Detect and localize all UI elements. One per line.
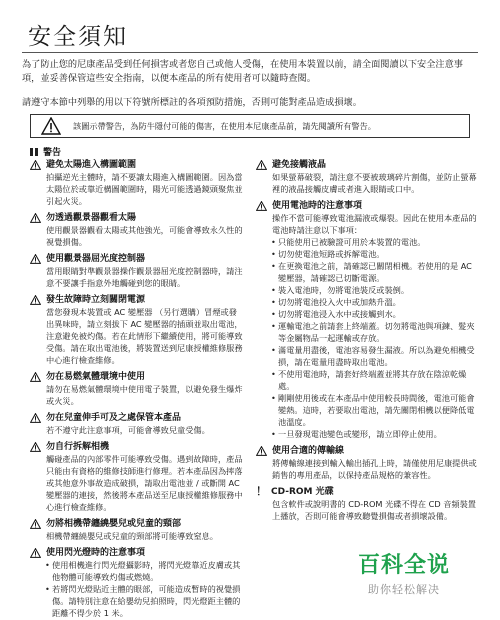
- warning-icon: [256, 201, 267, 211]
- warning-icon: [30, 442, 41, 452]
- warning-icon: [41, 117, 61, 135]
- warning-item-text: 拍攝逆光主體時，請不要讓太陽進入構圖範圍。因為當太陽位於或靠近構圖範圍時，陽光可能透過鏡頭聚焦並引起火災。: [46, 172, 243, 206]
- warning-item-title: 避免太陽進入構圖範圍: [46, 160, 137, 170]
- warning-icon: [30, 213, 41, 223]
- left-column: [30, 159, 244, 620]
- bullet-item: • 一旦發現電池變色或變形，請立即停止使用。: [256, 428, 478, 440]
- warning-item-title: 使用觀景器屈光度控制器: [46, 254, 146, 264]
- watermark: [344, 548, 464, 597]
- warning-item-text: 當用眼睛對準觀景器操作觀景器屈光度控制器時，請注意不要讓手指意外地觸碰到您的眼睛。: [46, 266, 243, 288]
- warning-item: [256, 159, 478, 195]
- warning-item: [30, 294, 244, 366]
- warning-item: [30, 212, 244, 248]
- warning-item-text: 操作不當可能導致電池漏液或爆裂。因此在使用本產品的電池時請注意以下事項：: [272, 213, 477, 235]
- warning-item-heading: [30, 441, 244, 453]
- warning-item-text: 如果螢幕破裂，請注意不要被玻璃碎片割傷，並防止螢幕裡的液晶接觸皮膚或者進入眼睛或口中。: [272, 172, 477, 194]
- warning-item: [30, 371, 244, 407]
- warning-item: [30, 518, 244, 542]
- warning-item: [30, 253, 244, 289]
- warning-item-heading: [30, 371, 244, 383]
- warning-item: [256, 200, 478, 440]
- warning-item-title: 使用合適的傳輸線: [272, 446, 345, 456]
- caution-mark-icon: ！: [256, 485, 267, 498]
- intro-paragraph: 為了防止您的尼康產品受到任何損害或者您自己或他人受傷，在使用本裝置以前，請全面閱讀以下安全注意事項，並妥善保管這些安全指南，以便本產品的所有使用者可以隨時查閱。: [22, 59, 463, 84]
- notice-text: 該圖示帶警告，為防牛隱付可能的傷害，在使用本尼康產品前，請先閱讀所有警告。: [73, 120, 376, 131]
- warning-item-heading: [30, 518, 244, 530]
- bullet-item: • 切勿將電池浸入水中或接觸到水。: [256, 308, 478, 320]
- bullet-item: • 切勿將電池投入火中或加熱升溫。: [256, 296, 478, 308]
- notice-box: [30, 114, 470, 138]
- bullet-item: • 滿電量用盡後，電池容易發生漏液。所以為避免相機受損，請在電量用盡時取出電池。: [256, 344, 478, 368]
- warning-icon: [30, 372, 41, 382]
- warning-item-text: 相機帶纏繞嬰兒或兒童的頸部將可能導致窒息。: [46, 531, 218, 541]
- warning-item-heading: [30, 294, 244, 306]
- warning-item-text: 若不遵守此注意事項，可能會導致兒童受傷。: [46, 425, 210, 435]
- warning-item: [30, 159, 244, 207]
- warning-item: [30, 547, 244, 619]
- header-mark-icon: [30, 148, 33, 156]
- bullet-item: • 切勿使電池短路或拆解電池。: [256, 248, 478, 260]
- bullet-item: • 使用相機進行閃光燈攝影時，將閃光燈靠近皮膚或其他物體可能導致灼傷或燃燒。: [30, 559, 244, 583]
- warning-item-title: 勿在易燃氣體環境中使用: [46, 372, 146, 382]
- warning-item-title: 勿將相機帶纏繞嬰兒或兒童的頸部: [46, 519, 182, 529]
- warning-item-heading: [256, 200, 478, 212]
- warning-item-heading: [30, 547, 244, 559]
- bullet-item: • 剛剛使用後或在本產品中使用較長時間後，電池可能會變熱。這時，若要取出電池，請先關閉相機以便降低電池溫度。: [256, 392, 478, 428]
- warning-icon: [256, 446, 267, 456]
- warning-item-heading: [30, 412, 244, 424]
- warning-item-title: 勿透過觀景器觀看太陽: [46, 213, 137, 223]
- warning-item: [256, 486, 478, 522]
- warning-item-text: 觸碰產品的內部零件可能導致受傷。遇到故障時，產品只能由有資格的維修技師進行修理。若本產品因為摔落或其他意外事故造成破損，請取出電池並 / 或斷開 AC 變壓器的連接，然後將本產品送至尼康授權維修服務中心進行檢查維修。: [46, 454, 243, 512]
- warning-item-text: 包含軟件或說明書的 CD-ROM 光碟不得在 CD 音頻裝置上播放，否則可能會導致聽覺損傷或者損壞設備。: [272, 499, 476, 521]
- warning-icon: [30, 254, 41, 264]
- title-divider: [22, 52, 478, 53]
- warning-icon: [30, 413, 41, 423]
- right-column: [256, 159, 478, 527]
- instruction-paragraph: 請遵守本節中列舉的用以下符號所標註的各項預防措施，否則可能對產品造成損壞。: [22, 97, 362, 108]
- warning-item-text: 使用觀景器觀看太陽或其他強光，可能會導致永久性的視覺損傷。: [46, 225, 243, 247]
- warning-item: [30, 412, 244, 436]
- warning-icon: [30, 160, 41, 170]
- warning-item-heading: [256, 486, 478, 498]
- warning-item-title: 勿在兒童伸手可及之處保管本產品: [46, 413, 182, 423]
- bullet-item: • 不使用電池時，請套好終端蓋並將其存放在陰涼乾燥處。: [256, 368, 478, 392]
- warning-item-title: CD-ROM 光碟: [271, 487, 334, 497]
- warning-item-title: 使用電池時的注意事項: [272, 201, 363, 211]
- warning-item-title: 發生故障時立刻關閉電源: [46, 295, 146, 305]
- warning-icon: [30, 519, 41, 529]
- bullet-item: • 若將閃光燈貼近主體的眼部，可能造成暫時的視覺損傷。請特別注意在給嬰幼兒拍照時，閃光燈距主體的距離不得少於 1 米。: [30, 583, 244, 619]
- warning-item: [256, 445, 478, 481]
- warning-item-heading: [256, 445, 478, 457]
- warning-item-text: 當您發現本裝置或 AC 變壓器 （另行選購）冒煙或發出異味時，請立刻拔下 AC 變壓器的插頭並取出電池，注意避免被灼傷。若在此情形下繼續使用，將可能導致受傷。請在取出電池後，將裝置送到尼康授權維修服務中心進行檢查維修。: [46, 307, 243, 365]
- warning-icon: [30, 548, 41, 558]
- warning-icon: [30, 295, 41, 305]
- header-mark-icon: [35, 148, 38, 156]
- bullet-item: • 只能使用已被驗證可用於本裝置的電池。: [256, 236, 478, 248]
- warning-item-text: 請勿在易燃氣體環境中使用電子裝置，以避免發生爆炸或火災。: [46, 384, 243, 406]
- warning-header-label: 警告: [43, 148, 62, 158]
- warning-item-heading: [30, 212, 244, 224]
- warning-item-heading: [30, 253, 244, 265]
- bullet-item: • 運輸電池之前請套上終端蓋。切勿將電池與項鍊、髮夾等金屬物品一起運輸或存放。: [256, 320, 478, 344]
- warning-item-title: 使用閃光燈時的注意事項: [46, 548, 146, 558]
- warning-item-heading: [256, 159, 478, 171]
- bullet-item: • 在更換電池之前，請確認已關閉相機。若使用的是 AC 變壓器，請確認已切斷電源。: [256, 260, 478, 284]
- warning-section-header: [30, 145, 61, 158]
- warning-item-heading: [30, 159, 244, 171]
- watermark-slogan: 助你轻松解决: [368, 583, 440, 596]
- warning-icon: [256, 160, 267, 170]
- warning-item-title: 避免接觸液晶: [272, 160, 327, 170]
- warning-item-text: 將傳輸線連接到輸入輸出插孔上時，請僅使用尼康提供或銷售的專用產品，以保持產品規格的兼容性。: [272, 458, 477, 480]
- page-title: 安全須知: [28, 24, 128, 50]
- warning-item: [30, 441, 244, 513]
- warning-item-title: 勿自行拆解相機: [46, 442, 110, 452]
- watermark-brand: 百科全说: [357, 553, 450, 578]
- bullet-item: • 裝入電池時，勿將電池裝反或裝倒。: [256, 284, 478, 296]
